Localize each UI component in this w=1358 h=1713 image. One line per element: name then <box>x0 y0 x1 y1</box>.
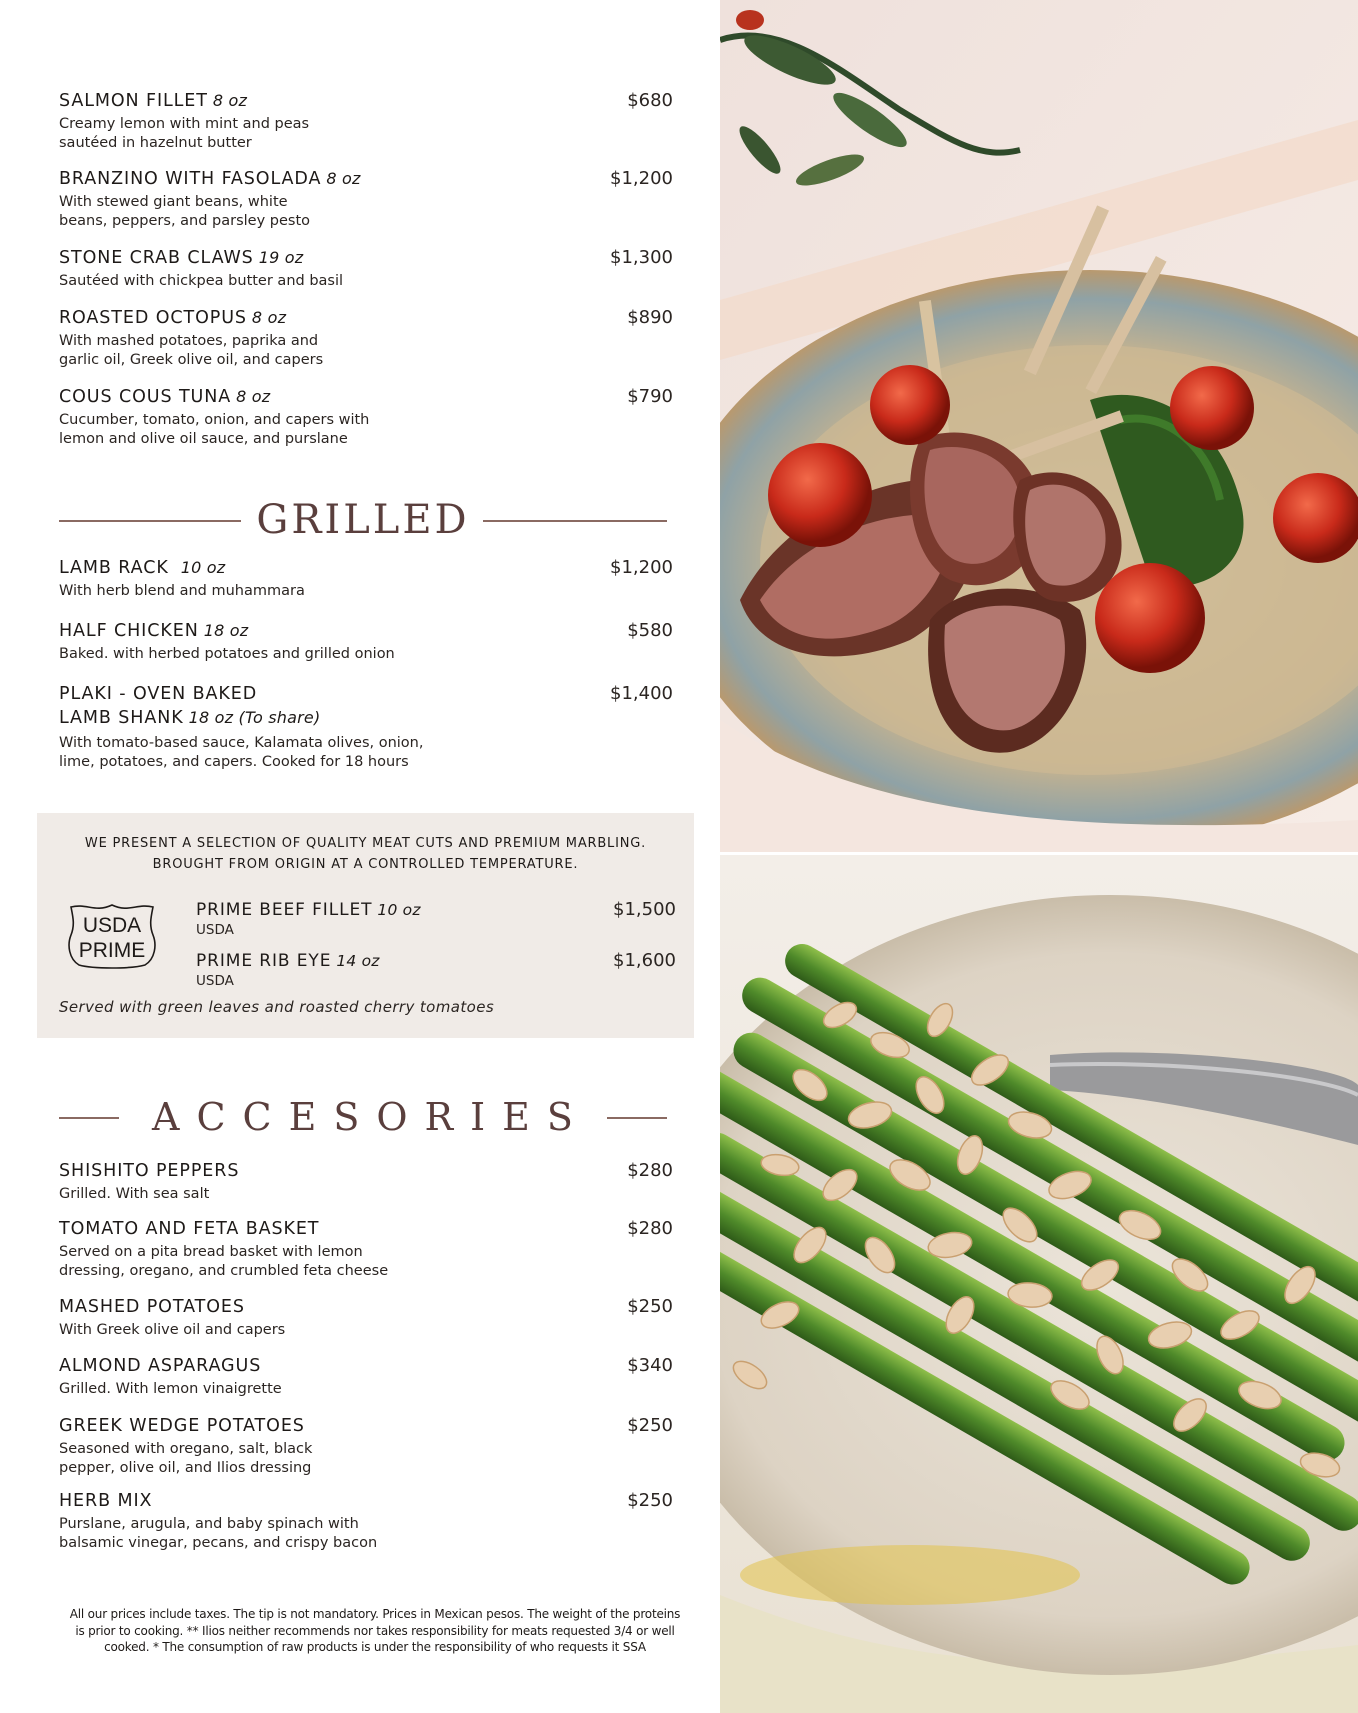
item-name: ALMOND ASPARAGUS <box>59 1356 262 1376</box>
item-description: Baked. with herbed potatoes and grilled onion <box>59 646 395 662</box>
section-title: ACCESORIES <box>152 1095 590 1139</box>
item-description: dressing, oregano, and crumbled feta cheese <box>59 1262 389 1279</box>
usda-intro <box>37 833 694 875</box>
item-name: TOMATO AND FETA BASKET <box>59 1219 320 1239</box>
menu-item-lamb-rack <box>59 556 689 601</box>
item-price: $1,200 <box>610 557 673 578</box>
item-description: Sautéed with chickpea butter and basil <box>59 273 344 289</box>
item-name: GREEK WEDGE POTATOES <box>59 1416 305 1436</box>
item-description: sautéed in hazelnut butter <box>59 134 252 151</box>
item-name: HERB MIX <box>59 1491 153 1511</box>
item-weight: 8 oz <box>326 169 361 188</box>
footer-line: All our prices include taxes. The tip is not mandatory. Prices in Mexican pesos. The weight of the proteins <box>69 1607 681 1621</box>
item-description: pepper, olive oil, and Ilios dressing <box>59 1459 312 1476</box>
item-description: garlic oil, Greek olive oil, and capers <box>59 351 324 368</box>
usda-served-note: Served with green leaves and roasted cherry tomatoes <box>59 998 495 1016</box>
item-name: LAMB SHANK <box>59 708 184 728</box>
heading-rule-right <box>607 1117 667 1119</box>
item-price: $280 <box>627 1160 673 1181</box>
footer-disclaimer <box>55 1606 695 1656</box>
item-weight: 8 oz <box>251 308 287 327</box>
menu-item-salmon-fillet <box>59 89 689 152</box>
item-description: With Greek olive oil and capers <box>59 1322 286 1338</box>
item-description: Served on a pita bread basket with lemon <box>59 1244 363 1260</box>
menu-item-tomato-feta-basket <box>59 1217 689 1280</box>
menu-item-mashed-potatoes <box>59 1295 689 1340</box>
menu-item-shishito-peppers <box>59 1159 689 1204</box>
item-weight: 18 oz <box>203 621 249 640</box>
item-name: LAMB RACK <box>59 558 169 578</box>
menu-item-branzino <box>59 167 689 230</box>
item-weight: 18 oz (To share) <box>188 708 321 727</box>
item-weight: 10 oz <box>377 901 421 919</box>
item-name: HALF CHICKEN <box>59 621 199 641</box>
item-weight: 14 oz <box>336 952 380 970</box>
item-price: $1,400 <box>610 683 673 704</box>
menu-item-half-chicken <box>59 619 689 664</box>
item-price: $340 <box>627 1355 673 1376</box>
item-price: $1,200 <box>610 168 673 189</box>
item-description: USDA <box>196 973 234 989</box>
svg-text:PRIME: PRIME <box>78 939 146 962</box>
menu-item-almond-asparagus <box>59 1354 689 1399</box>
usda-prime-box <box>37 813 694 1038</box>
heading-rule-right <box>483 520 667 522</box>
item-price: $1,600 <box>613 950 676 971</box>
footer-line: cooked. * The consumption of raw products is under the responsibility of who requests it SSA <box>104 1640 646 1654</box>
item-name: SALMON FILLET <box>59 91 208 111</box>
item-price: $1,500 <box>613 899 676 920</box>
item-weight: 8 oz <box>236 387 271 406</box>
item-price: $250 <box>627 1415 673 1436</box>
menu-item-herb-mix <box>59 1489 689 1552</box>
almond-asparagus-photo <box>720 855 1358 1713</box>
item-price: $680 <box>627 90 673 111</box>
item-name: ROASTED OCTOPUS <box>59 308 247 328</box>
item-name: PRIME BEEF FILLET <box>196 900 373 920</box>
footer-line: is prior to cooking. ** Ilios neither recommends nor takes responsibility for meats requested 3/4 or well <box>75 1623 675 1638</box>
item-name: SHISHITO PEPPERS <box>59 1161 240 1181</box>
item-price: $580 <box>627 620 673 641</box>
menu-item-stone-crab-claws <box>59 246 689 291</box>
item-price: $250 <box>627 1490 673 1511</box>
item-description: Grilled. With sea salt <box>59 1186 210 1202</box>
item-description: With stewed giant beans, white <box>59 194 288 210</box>
item-description: With mashed potatoes, paprika and <box>59 333 319 349</box>
item-name: PRIME RIB EYE <box>196 951 332 971</box>
menu-item-roasted-octopus <box>59 306 689 369</box>
item-description: With herb blend and muhammara <box>59 583 305 599</box>
item-description: Purslane, arugula, and baby spinach with <box>59 1516 359 1532</box>
usda-intro-line: BROUGHT FROM ORIGIN AT A CONTROLLED TEMPERATURE. <box>152 857 579 872</box>
menu-item-cous-cous-tuna <box>59 385 689 448</box>
item-price: $250 <box>627 1296 673 1317</box>
section-heading-accesories <box>59 1092 667 1142</box>
section-title: GRILLED <box>256 497 470 543</box>
item-description: balsamic vinegar, pecans, and crispy bacon <box>59 1534 378 1551</box>
item-description: beans, peppers, and parsley pesto <box>59 212 311 229</box>
menu-item-greek-wedge-potatoes <box>59 1414 689 1477</box>
section-heading-grilled <box>59 495 667 545</box>
item-weight: 10 oz <box>180 558 226 577</box>
menu-item-prime-rib-eye <box>196 950 676 990</box>
item-name: COUS COUS TUNA <box>59 387 232 407</box>
item-price: $890 <box>627 307 673 328</box>
menu-item-prime-beef-fillet <box>196 899 676 939</box>
lamb-rack-photo <box>720 0 1358 852</box>
usda-intro-line: WE PRESENT A SELECTION OF QUALITY MEAT CUTS AND PREMIUM MARBLING. <box>84 836 647 851</box>
item-name: STONE CRAB CLAWS <box>59 248 254 268</box>
item-description: Creamy lemon with mint and peas <box>59 116 310 132</box>
item-description: lime, potatoes, and capers. Cooked for 18 hours <box>59 753 409 770</box>
item-price: $280 <box>627 1218 673 1239</box>
menu-item-lamb-shank <box>59 682 689 771</box>
item-weight: 19 oz <box>258 248 304 267</box>
item-name-line1: PLAKI - OVEN BAKED <box>59 684 258 704</box>
item-weight: 8 oz <box>212 91 248 110</box>
item-description: With tomato-based sauce, Kalamata olives, onion, <box>59 735 424 751</box>
usda-prime-shield-icon <box>65 901 159 971</box>
svg-text:USDA: USDA <box>82 914 142 937</box>
item-description: USDA <box>196 922 234 938</box>
item-name: MASHED POTATOES <box>59 1297 245 1317</box>
item-price: $790 <box>627 386 673 407</box>
item-description: Seasoned with oregano, salt, black <box>59 1441 313 1457</box>
item-name: BRANZINO WITH FASOLADA <box>59 169 322 189</box>
item-description: Cucumber, tomato, onion, and capers with <box>59 412 370 428</box>
item-description: lemon and olive oil sauce, and purslane <box>59 430 348 447</box>
item-description: Grilled. With lemon vinaigrette <box>59 1381 282 1397</box>
item-price: $1,300 <box>610 247 673 268</box>
